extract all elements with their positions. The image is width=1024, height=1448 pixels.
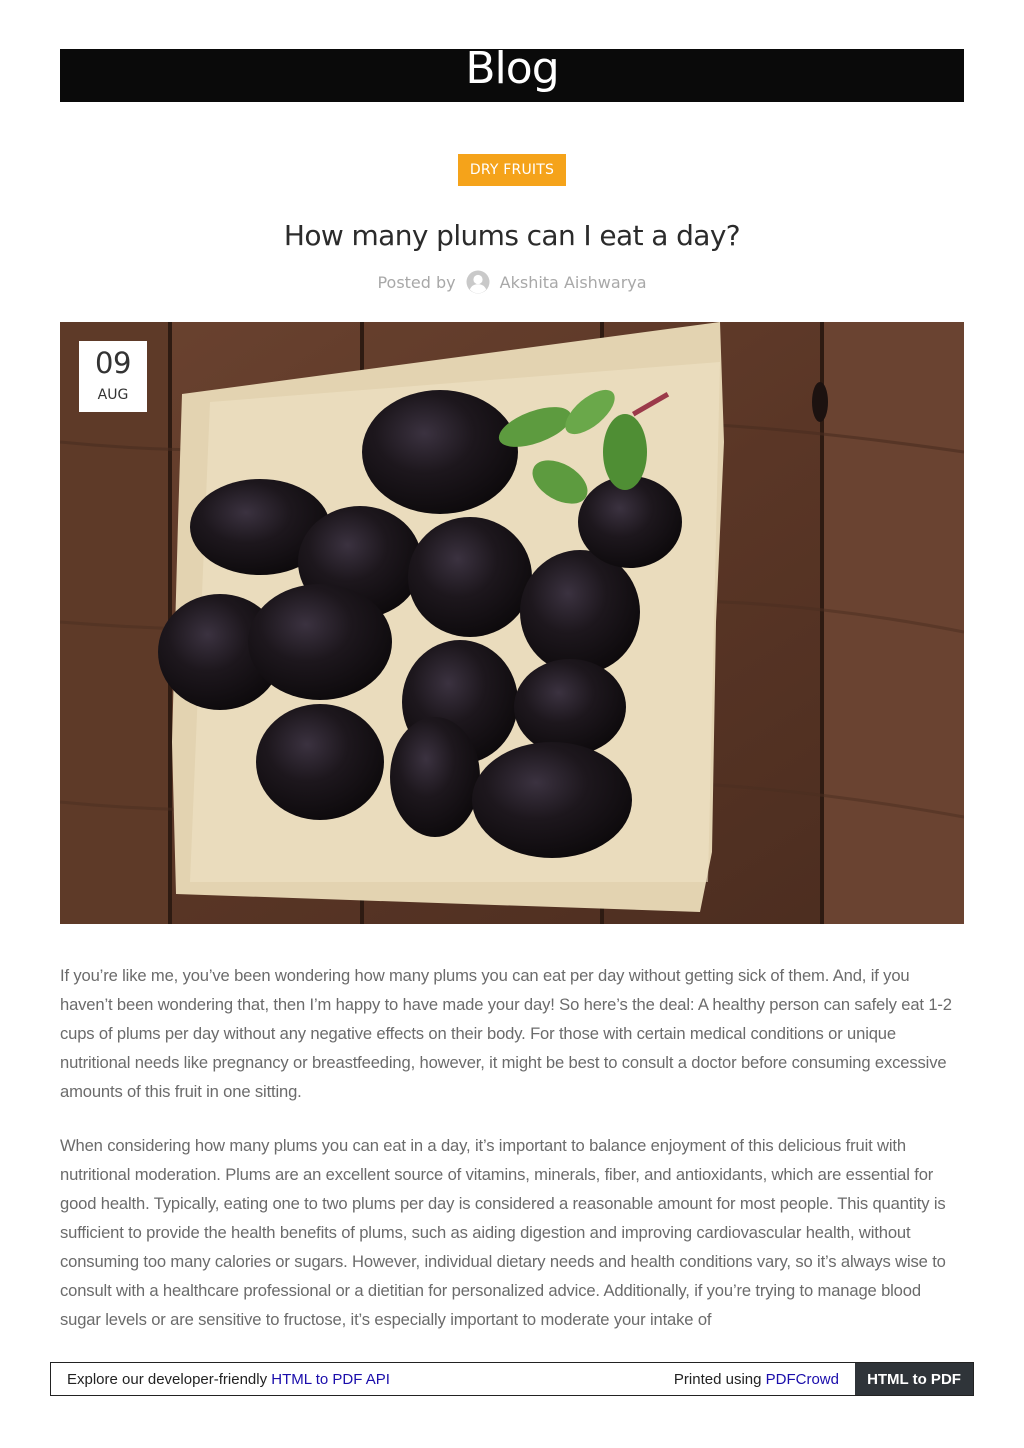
post-body — [60, 961, 966, 1359]
date-badge — [79, 341, 147, 412]
page-banner — [60, 49, 964, 102]
footer-printed — [674, 1371, 855, 1388]
pdfcrowd-link[interactable]: PDFCrowd — [765, 1370, 839, 1388]
explore-text: Explore our developer-friendly — [67, 1370, 272, 1388]
category-badge[interactable]: DRY FRUITS — [458, 154, 566, 186]
post-meta — [60, 268, 964, 296]
prunes-photo — [60, 322, 964, 924]
footer-explore — [51, 1371, 674, 1388]
paragraph-2: When considering how many plums you can eat in a day, it’s important to balance enjoyment of this delicious fruit with nutritional moderation. Plums are an excellent source of vitamins, minerals, fiber, and antioxidants, which are essential for good health. Typically, eating one to two plums per day is considered a reasonable amount for most people. This quantity is sufficient to provide the health benefits of plums, such as aiding digestion and improving cardiovascular health, without consuming too many calories or sugars. However, individual dietary needs and health conditions vary, so it’s always wise to consult with a healthcare professional or a dietitian for personalized advice. Additionally, if you’re trying to manage blood sugar levels or are sensitive to fructose, it’s especially important to moderate your intake of — [60, 1136, 946, 1329]
banner-title: Blog — [465, 49, 559, 94]
paragraph-1: If you’re like me, you’ve been wondering how many plums you can eat per day without getting sick of them. And, if you haven’t been wondering that, then I’m happy to have made your day! So here’s the deal: A healthy person can safely eat 1-2 cups of plums per day without any negative effects on their body. For those with certain medical conditions or unique nutritional needs like pregnancy or breastfeeding, however, it might be best to consult a doctor before consuming excessive amounts of this fruit in one sitting. — [60, 966, 952, 1101]
author-link[interactable]: Akshita Aishwarya — [499, 272, 647, 292]
printed-text: Printed using — [673, 1370, 766, 1388]
post-title: How many plums can I eat a day? — [283, 219, 741, 252]
date-month: AUG — [97, 387, 129, 403]
featured-image — [60, 322, 964, 924]
date-day: 09 — [95, 346, 131, 380]
html-to-pdf-api-link[interactable]: HTML to PDF API — [271, 1370, 390, 1388]
posted-by-label: Posted by — [377, 272, 456, 292]
html-to-pdf-button[interactable]: HTML to PDF — [855, 1363, 973, 1395]
user-avatar-icon — [466, 270, 490, 294]
pdfcrowd-footer — [50, 1362, 974, 1396]
